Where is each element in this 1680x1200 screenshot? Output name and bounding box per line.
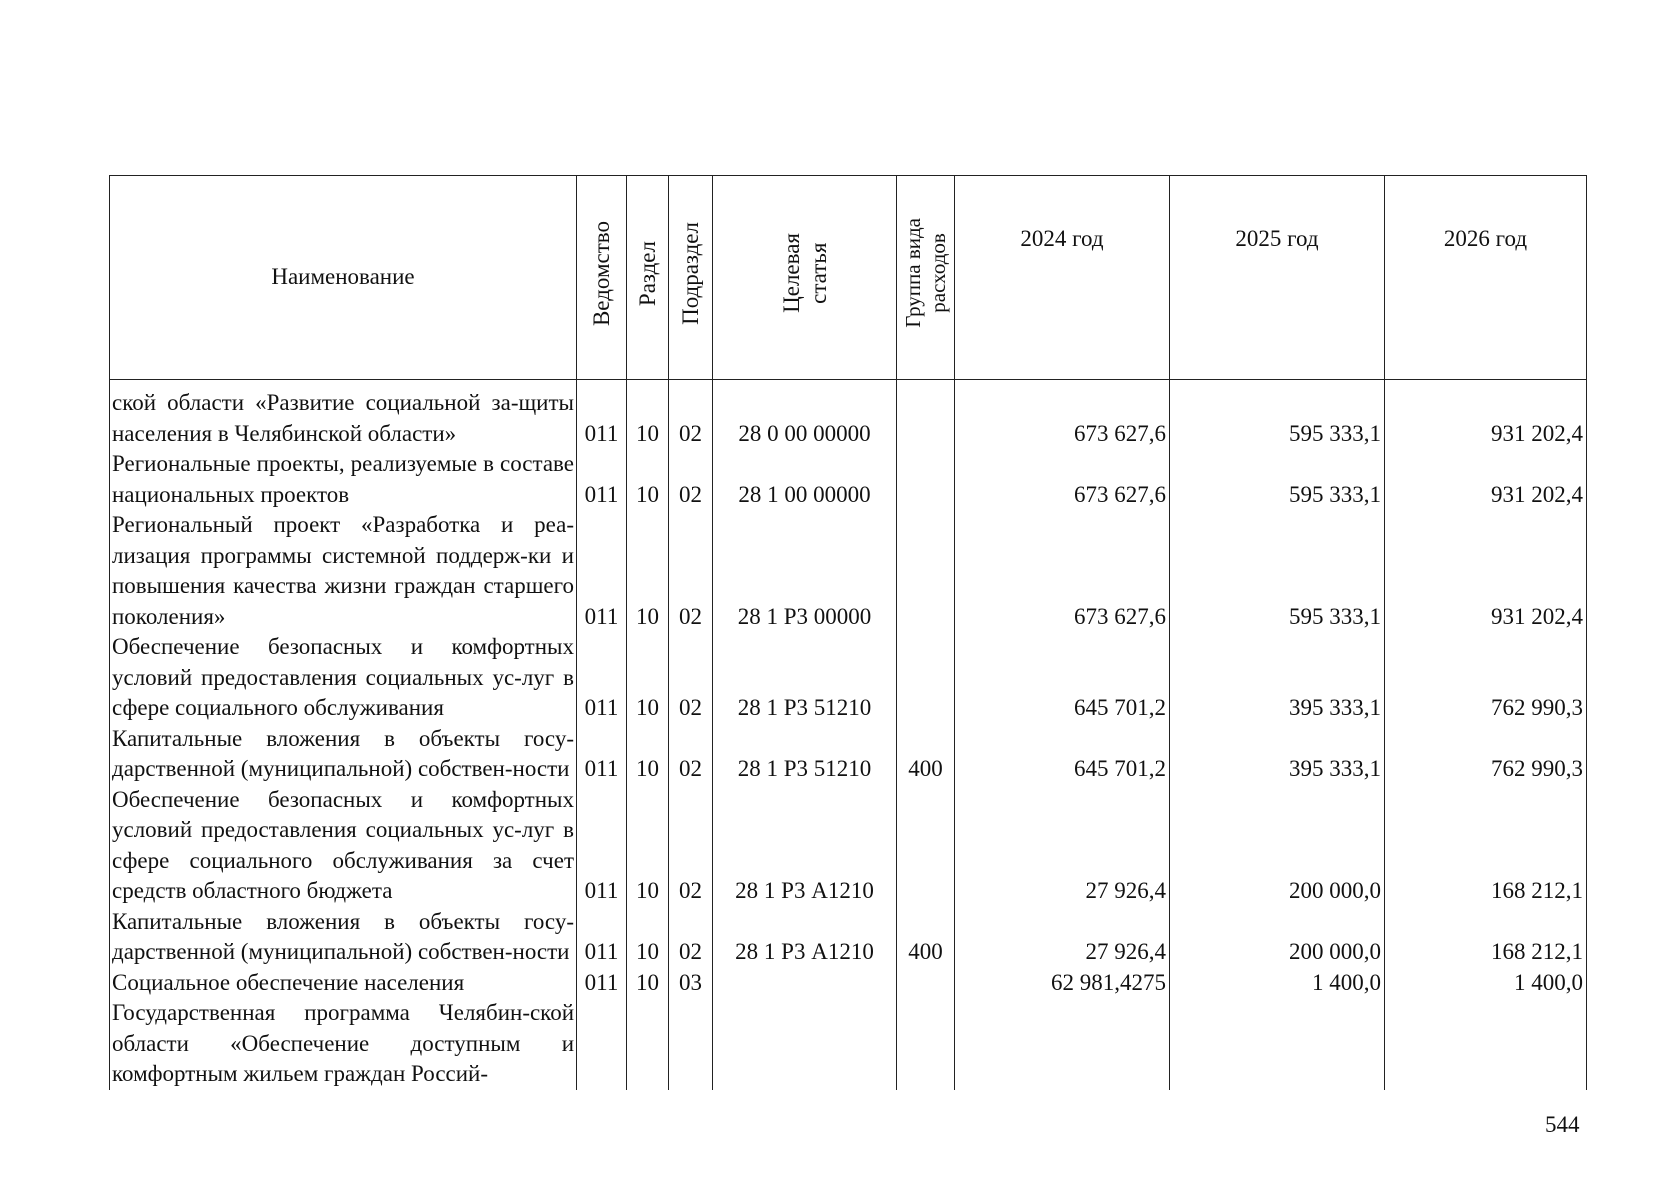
row-name: ской области «Развитие социальной за-щиты населения в Челябинской области» [110, 380, 577, 450]
row-celevaya: 28 1 Р3 А1210 [713, 785, 897, 907]
row-2025: 595 333,1 [1170, 380, 1385, 450]
row-2024: 673 627,6 [955, 380, 1170, 450]
row-podrazdel: 02 [669, 632, 713, 724]
row-gruppa [897, 785, 955, 907]
row-celevaya: 28 0 00 00000 [713, 380, 897, 450]
row-celevaya: 28 1 Р3 А1210 [713, 907, 897, 968]
row-podrazdel: 03 [669, 968, 713, 999]
row-2024: 27 926,4 [955, 785, 1170, 907]
row-gruppa [897, 380, 955, 450]
header-gruppa: Группа вида расходов [897, 176, 955, 380]
row-ved: 011 [577, 907, 627, 968]
row-name: Социальное обеспечение населения [110, 968, 577, 999]
table-row [110, 510, 1587, 632]
table-row [110, 968, 1587, 999]
row-celevaya [713, 998, 897, 1090]
header-podrazdel: Подраздел [669, 176, 713, 380]
row-2026: 168 212,1 [1385, 785, 1587, 907]
row-name: Обеспечение безопасных и комфортных условий предоставления социальных ус-луг в сфере социального обслуживания за счет средств областного бюджета [110, 785, 577, 907]
row-2025: 200 000,0 [1170, 785, 1385, 907]
table-row [110, 998, 1587, 1090]
row-razdel: 10 [627, 724, 669, 785]
row-celevaya: 28 1 00 00000 [713, 449, 897, 510]
row-2026: 762 990,3 [1385, 724, 1587, 785]
row-2025: 595 333,1 [1170, 449, 1385, 510]
row-2024: 645 701,2 [955, 724, 1170, 785]
row-ved: 011 [577, 380, 627, 450]
row-celevaya [713, 968, 897, 999]
header-ved: Ведомство [577, 176, 627, 380]
row-name: Региональный проект «Разработка и реа-лизация программы системной поддерж-ки и повышения качества жизни граждан старшего поколения» [110, 510, 577, 632]
row-celevaya: 28 1 Р3 00000 [713, 510, 897, 632]
row-name: Обеспечение безопасных и комфортных условий предоставления социальных ус-луг в сфере социального обслуживания [110, 632, 577, 724]
row-gruppa [897, 998, 955, 1090]
row-ved: 011 [577, 968, 627, 999]
row-podrazdel: 02 [669, 510, 713, 632]
row-ved: 011 [577, 785, 627, 907]
row-razdel: 10 [627, 785, 669, 907]
row-gruppa [897, 968, 955, 999]
row-2024: 27 926,4 [955, 907, 1170, 968]
header-name: Наименование [110, 176, 577, 380]
row-celevaya: 28 1 Р3 51210 [713, 632, 897, 724]
row-podrazdel: 02 [669, 449, 713, 510]
row-gruppa [897, 449, 955, 510]
row-podrazdel [669, 998, 713, 1090]
table-row [110, 785, 1587, 907]
row-podrazdel: 02 [669, 724, 713, 785]
row-2026 [1385, 998, 1587, 1090]
budget-table [109, 175, 1587, 1090]
header-2025: 2025 год [1170, 176, 1385, 380]
row-gruppa [897, 510, 955, 632]
row-2024: 673 627,6 [955, 510, 1170, 632]
row-2026: 931 202,4 [1385, 449, 1587, 510]
row-2026: 931 202,4 [1385, 510, 1587, 632]
row-ved: 011 [577, 510, 627, 632]
row-razdel: 10 [627, 380, 669, 450]
row-podrazdel: 02 [669, 380, 713, 450]
table-row [110, 449, 1587, 510]
row-gruppa: 400 [897, 907, 955, 968]
row-gruppa: 400 [897, 724, 955, 785]
row-2026: 762 990,3 [1385, 632, 1587, 724]
row-name: Капитальные вложения в объекты госу-дарственной (муниципальной) собствен-ности [110, 907, 577, 968]
row-gruppa [897, 632, 955, 724]
row-2026: 168 212,1 [1385, 907, 1587, 968]
header-2024: 2024 год [955, 176, 1170, 380]
row-2025: 200 000,0 [1170, 907, 1385, 968]
table-row [110, 724, 1587, 785]
row-2025: 395 333,1 [1170, 632, 1385, 724]
row-2025: 595 333,1 [1170, 510, 1385, 632]
row-razdel: 10 [627, 907, 669, 968]
table-header-row [110, 176, 1587, 380]
page-number: 544 [1545, 1112, 1580, 1137]
row-2025: 1 400,0 [1170, 968, 1385, 999]
row-2024: 62 981,4275 [955, 968, 1170, 999]
row-razdel: 10 [627, 968, 669, 999]
row-podrazdel: 02 [669, 785, 713, 907]
row-ved: 011 [577, 449, 627, 510]
row-2026: 1 400,0 [1385, 968, 1587, 999]
table-row [110, 632, 1587, 724]
header-2026: 2026 год [1385, 176, 1587, 380]
row-ved [577, 998, 627, 1090]
table-row [110, 907, 1587, 968]
row-razdel: 10 [627, 510, 669, 632]
row-2025 [1170, 998, 1385, 1090]
row-podrazdel: 02 [669, 907, 713, 968]
row-razdel: 10 [627, 632, 669, 724]
row-razdel: 10 [627, 449, 669, 510]
row-ved: 011 [577, 724, 627, 785]
row-celevaya: 28 1 Р3 51210 [713, 724, 897, 785]
row-2026: 931 202,4 [1385, 380, 1587, 450]
row-razdel [627, 998, 669, 1090]
row-name: Региональные проекты, реализуемые в составе национальных проектов [110, 449, 577, 510]
row-2024 [955, 998, 1170, 1090]
row-ved: 011 [577, 632, 627, 724]
row-name: Капитальные вложения в объекты госу-дарственной (муниципальной) собствен-ности [110, 724, 577, 785]
header-razdel: Раздел [627, 176, 669, 380]
row-2024: 673 627,6 [955, 449, 1170, 510]
row-2025: 395 333,1 [1170, 724, 1385, 785]
header-celevaya: Целевая статья [713, 176, 897, 380]
row-name: Государственная программа Челябин-ской области «Обеспечение доступным и комфортным жильем граждан Россий- [110, 998, 577, 1090]
table-row [110, 380, 1587, 450]
row-2024: 645 701,2 [955, 632, 1170, 724]
